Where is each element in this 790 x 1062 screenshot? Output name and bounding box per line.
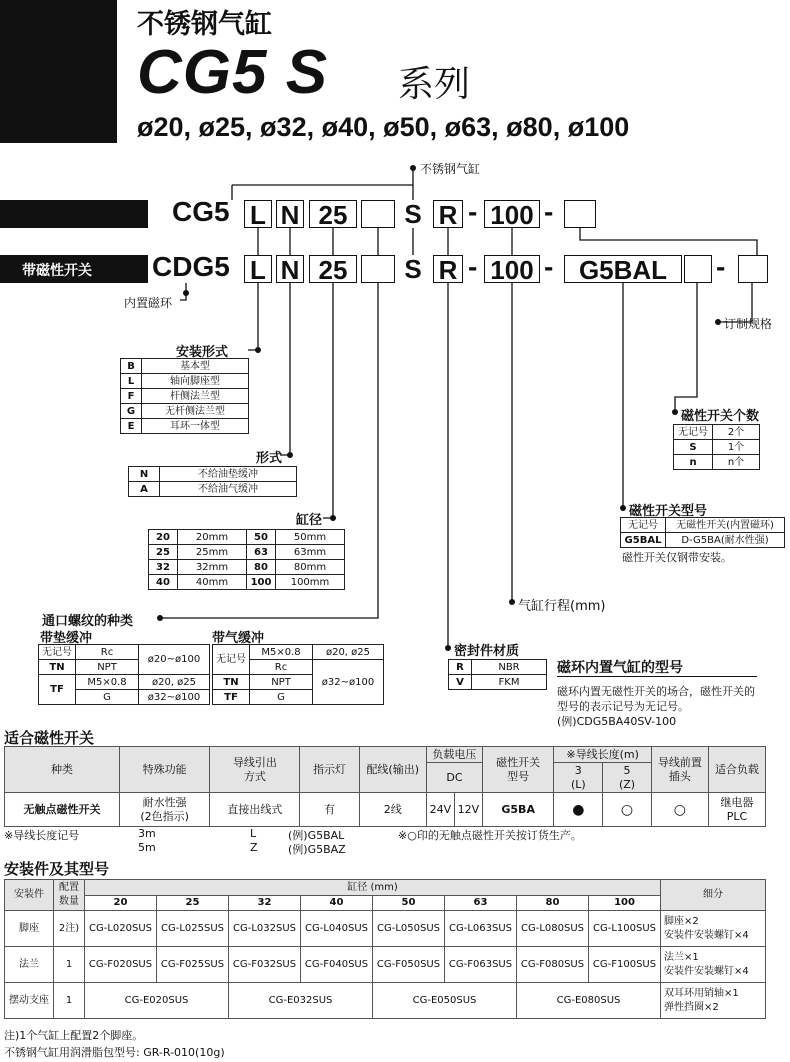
code2-port bbox=[361, 255, 395, 283]
magnet-text-1: 磁环内置无磁性开关的场合，磁性开关的 bbox=[557, 685, 755, 698]
code1-bar bbox=[0, 200, 148, 228]
label-stroke: 气缸行程(mm) bbox=[518, 599, 606, 614]
label-port: 通口螺纹的种类 bbox=[42, 614, 134, 629]
code1-custom bbox=[564, 200, 596, 228]
label-custom: 订制规格 bbox=[724, 317, 773, 331]
label-cushion-pad: 带垫缓冲 bbox=[40, 631, 93, 646]
fit-section-title: 安装件及其型号 bbox=[4, 860, 110, 878]
switch-note-2: ※○印的无触点磁性开关按订货生产。 bbox=[398, 829, 582, 842]
note-3m-example: (例)G5BAL bbox=[288, 829, 345, 842]
sw-note: 磁性开关仅钢带安装。 bbox=[622, 551, 732, 564]
code1-form: N bbox=[276, 200, 304, 228]
code2-dash: - bbox=[468, 251, 478, 282]
label-form: 形式 bbox=[256, 451, 283, 466]
series-title: CG5 S bbox=[137, 38, 329, 107]
code1-prefix: CG5 bbox=[172, 196, 230, 227]
code2-stroke: 100 bbox=[484, 255, 540, 283]
code2-switch: G5BAL bbox=[564, 255, 682, 283]
bore-list: ø20, ø25, ø32, ø40, ø50, ø63, ø80, ø100 bbox=[137, 112, 630, 142]
label-seal: 密封件材质 bbox=[454, 644, 520, 659]
fit-note-2: 不锈钢气缸用润滑脂包型号: GR-R-010(10g) bbox=[4, 1046, 225, 1059]
magnet-text-2: 型号的表示记号为无记号。 bbox=[557, 700, 689, 713]
code2-custom bbox=[738, 255, 768, 283]
magnet-text-3: (例)CDG5BA40SV-100 bbox=[557, 715, 677, 728]
code1-size: 25 bbox=[309, 200, 357, 228]
sw-count-table: 无记号 2个 S 1个 n n个 bbox=[673, 424, 760, 470]
magnet-switch-badge: 带磁性开关 bbox=[22, 263, 92, 279]
code2-seal: R bbox=[433, 255, 463, 283]
mount-table: B 基本型 L 轴向脚座型 F 杆侧法兰型 G 无杆侧法兰型 E 耳环一体型 bbox=[120, 358, 249, 434]
code2-form: N bbox=[276, 255, 304, 283]
code2-size: 25 bbox=[309, 255, 357, 283]
code2-dash2: - bbox=[544, 251, 554, 282]
note-3m: 3m bbox=[138, 827, 156, 840]
note-3m-code: L bbox=[250, 827, 257, 840]
label-cushion-air: 带气缓冲 bbox=[212, 631, 265, 646]
label-stainless: 不锈钢气缸 bbox=[420, 162, 481, 176]
label-inner-magnet: 内置磁环 bbox=[124, 296, 173, 310]
code1-s: S bbox=[404, 199, 422, 229]
note-5m-example: (例)G5BAZ bbox=[288, 843, 346, 856]
code1-stroke: 100 bbox=[484, 200, 540, 228]
label-sw-count: 磁性开关个数 bbox=[681, 409, 760, 424]
sw-model-table: 无记号 无磁性开关(内置磁环) G5BAL D-G5BA(耐水性强) bbox=[620, 517, 785, 548]
switch-note-1: ※导线长度记号 bbox=[4, 829, 80, 842]
series-word: 系列 bbox=[398, 64, 471, 105]
form-table: N 不给油垫缓冲 A 不给油气缓冲 bbox=[128, 466, 297, 497]
code1-dash: - bbox=[468, 196, 478, 227]
code2-count bbox=[684, 255, 712, 283]
magnet-rule bbox=[557, 676, 757, 677]
code1-seal: R bbox=[433, 200, 463, 228]
fit-note-1: 注)1个气缸上配置2个脚座。 bbox=[4, 1029, 144, 1042]
magnet-title: 磁环内置气缸的型号 bbox=[557, 660, 683, 676]
label-mount: 安装形式 bbox=[176, 345, 229, 360]
code1-mount: L bbox=[244, 200, 272, 228]
air-port-table: 无记号 M5×0.8 ø20, ø25 Rc ø32~ø100 TN NPT TF G bbox=[212, 644, 384, 705]
code2-mount: L bbox=[244, 255, 272, 283]
switch-table: 种类 特殊功能 导线引出 方式 指示灯 配线(输出) 负载电压 磁性开关 型号 ※导线长度(m) 导线前置 插头 适合负载 DC 3 (L) 5 (Z) 无触点磁性开关 耐水性强 (2色指示) 直接出线式 有 2线 24V 12V G5BA ● ○ ○ 继电器 PLC bbox=[4, 746, 766, 827]
label-bore: 缸径 bbox=[296, 513, 323, 528]
code1-port bbox=[361, 200, 395, 228]
switch-section-title: 适合磁性开关 bbox=[4, 729, 95, 747]
note-5m-code: Z bbox=[250, 841, 258, 854]
subtitle: 不锈钢气缸 bbox=[137, 9, 272, 40]
code2-s: S bbox=[404, 254, 422, 284]
seal-table: R NBR V FKM bbox=[448, 659, 547, 690]
label-sw-model: 磁性开关型号 bbox=[629, 504, 708, 519]
note-5m: 5m bbox=[138, 841, 156, 854]
fittings-table: 安装件 配置 数量 缸径 (mm) 细分 20 25 32 40 50 63 80 100 脚座 2注) CG-L020SUS CG-L025SUS CG-L032SUS CG-L040SUS CG-L050SUS CG-L063SUS CG-L080SUS CG-L100SUS 脚座×2 安装件安装螺钉×4 法兰 1 CG-F020SUS CG-F025SUS CG-F032SUS CG-F040SUS CG-F050SUS CG-F063SUS CG-F080SUS CG-F100SUS 法兰×1 安装件安装螺钉×4 摆动支座 1 CG-E020SUS CG-E032SUS CG-E050SUS CG-E080SUS 双耳环用销轴×1 弹性挡圈×2 bbox=[4, 879, 766, 1019]
bore-table: 20 20mm 50 50mm 25 25mm 63 63mm 32 32mm 80 80mm 40 40mm 100 100mm bbox=[148, 529, 345, 590]
code2-dash3: - bbox=[716, 251, 726, 282]
code2-prefix: CDG5 bbox=[152, 251, 230, 282]
pad-port-table: 无记号 Rc ø20~ø100 TN NPT TF M5×0.8 ø20, ø25 G ø32~ø100 bbox=[38, 644, 210, 705]
code1-dash2: - bbox=[544, 196, 554, 227]
